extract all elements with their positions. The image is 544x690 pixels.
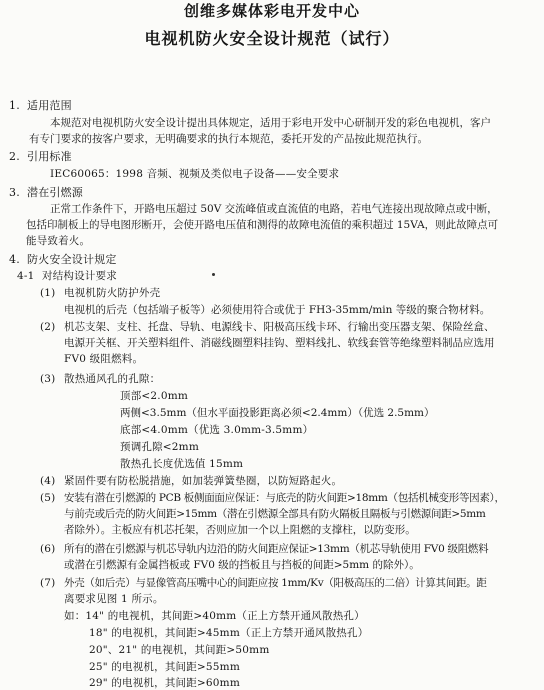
section-3-line: 包括印制板上的导电图形断开，会使开路电压值和测得的故障电流值的乘积超过 15VA，则此故障点可 [26, 219, 499, 231]
subsection-number: 4-1 [17, 270, 35, 282]
item-4-number: (4) [40, 475, 56, 487]
document-title: 电视机防火安全设计规范（试行） [144, 29, 400, 48]
item-2-number: (2) [40, 321, 56, 333]
section-1-number: 1. [9, 99, 20, 112]
section-3-number: 3. [9, 186, 20, 199]
example-line: 20"、21" 的电视机，其间距>50mm [89, 644, 270, 656]
scan-speck [212, 273, 215, 276]
item-2-line: 电源开关框、开关塑料组件、消磁线圈塑料挂钩、塑料线扎、软线套管等绝缘塑料制品应选用 [64, 337, 495, 349]
section-2-heading: 引用标准 [27, 150, 72, 163]
item-4-line: 紧固件要有防松脱措施，如加装弹簧垫圈，以防短路起火。 [64, 475, 343, 487]
section-2-line: IEC60065：1998 音频、视频及类似电子设备——安全要求 [50, 168, 340, 180]
item-1-line: 电视机的后壳（包括端子板等）必须使用符合或优于 FH3-35mm/min 等级的聚合物材料。 [64, 304, 491, 316]
section-1-heading: 适用范围 [27, 99, 72, 112]
example-line: 18" 的电视机，其间距>45mm（正上方禁开通风散热孔） [89, 627, 369, 639]
item-3-number: (3) [40, 373, 56, 385]
section-3-line: 能导致着火。 [26, 235, 91, 247]
vent-length: 散热孔长度优选值 15mm [120, 458, 244, 470]
item-7-number: (7) [40, 577, 56, 589]
item-6-line: 或潜在引燃源有金属挡板或 FV0 级的挡板且与挡板的间距>5mm 的除外）。 [64, 559, 420, 571]
section-4-heading: 防火安全设计规定 [27, 253, 117, 266]
item-1-heading: 电视机防火防护外壳 [64, 287, 161, 299]
vent-top: 顶部<2.0mm [120, 390, 189, 402]
item-5-line: 安装有潜在引燃源的 PCB 板侧面面应保证：与底壳的防火间距>18mm（包括机械变形等因素）， [64, 492, 505, 504]
section-1-line: 本规范对电视机防火安全设计提出具体规定，适用于彩电开发中心研制开发的彩色电视机，客户 [50, 117, 491, 129]
item-5-line: 者除外）。主板应有机芯托架，否则应加一个以上阻燃的支撑柱，以防变形。 [64, 524, 416, 536]
example-line: 29" 的电视机，其间距>60mm [89, 677, 240, 689]
vent-side: 两侧<3.5mm（但水平面投影距离必须<2.4mm）（优选 2.5mm） [120, 407, 435, 419]
section-3-line: 正常工作条件下，开路电压超过 50V 交流峰值或直流值的电路，若电气连接出现故障点或中断， [50, 203, 498, 215]
vent-tune: 预调孔隙<2mm [120, 441, 199, 453]
item-5-number: (5) [40, 492, 56, 504]
section-4-number: 4. [9, 253, 20, 266]
item-5-line: 与前壳或后壳的防火间距>15mm（潜在引燃源全部具有防火隔板且隔板与引燃源间距>5mm [64, 508, 486, 520]
section-3-heading: 潜在引燃源 [27, 186, 83, 199]
example-line: 25" 的电视机，其间距>55mm [89, 661, 240, 673]
item-6-number: (6) [40, 543, 56, 555]
section-1-line: 有专门要求的按客户要求，无明确要求的执行本规范，委托开发的产品按此规范执行。 [29, 133, 428, 145]
item-2-line: 机芯支架、支柱、托盘、导轨、电源线卡、阳极高压线卡环、行输出变压器支架、保险丝盒、 [64, 321, 495, 333]
subsection-heading: 对结构设计要求 [42, 270, 117, 282]
section-2-number: 2. [9, 150, 20, 163]
organization-name: 创维多媒体彩电开发中心 [183, 2, 360, 20]
item-7-line: 外壳（如后壳）与显像管高压嘴中心的间距应按 1mm/Kv（阳极高压的二倍）计算其间距。距 [64, 577, 487, 589]
item-2-line: FV0 级阻燃料。 [64, 353, 144, 365]
item-1-number: (1) [40, 287, 56, 299]
item-7-line: 离要求见图 1 所示。 [64, 593, 164, 605]
vent-bottom: 底部<4.0mm（优选 3.0mm-3.5mm） [120, 424, 314, 436]
example-line: 如：14" 的电视机，其间距>40mm（正上方禁开通风散热孔） [64, 610, 365, 622]
item-3-heading: 散热通风孔的孔隙： [64, 373, 161, 385]
item-6-line: 所有的潜在引燃源与机芯导轨内边沿的防火间距应保证>13mm（机芯导轨使用 FV0 级阻燃料 [64, 543, 489, 555]
